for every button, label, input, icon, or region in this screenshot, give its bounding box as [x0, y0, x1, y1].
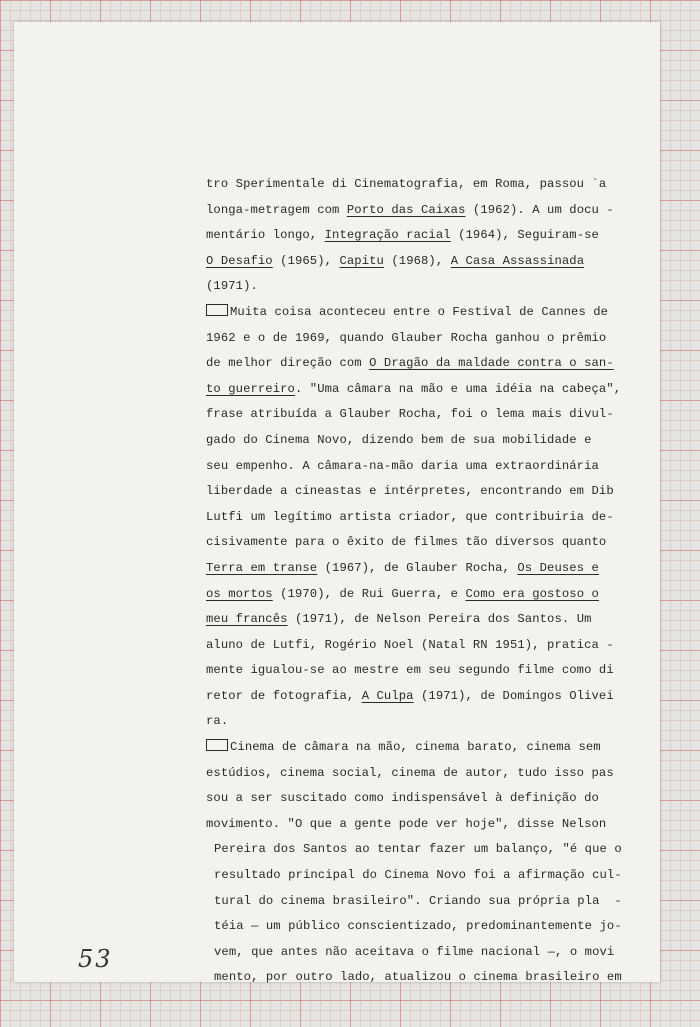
text-segment: gado do Cinema Novo, dizendo bem de sua mobilidade e [206, 432, 592, 447]
underlined-title: Porto das Caixas [346, 202, 466, 217]
text-segment: resultado principal do Cinema Novo foi a afirmação cul- [214, 868, 622, 883]
page-number: 53 [78, 945, 113, 973]
text-segment: . "Uma câmara na mão e uma idéia na cabeça", [294, 381, 622, 396]
text-segment: mento, por outro lado, atualizou o cinema brasileiro em [214, 970, 622, 985]
text-segment: tro Sperimentale di Cinematografia, em Roma, passou `a [206, 177, 607, 191]
text-segment: estúdios, cinema social, cinema de autor, tudo isso pas [206, 765, 614, 780]
text-line [206, 530, 666, 556]
paper-sheet [14, 22, 660, 985]
text-line [206, 965, 666, 991]
paragraph-mark-icon [206, 304, 228, 316]
text-line [206, 249, 666, 275]
text-segment: retor de fotografia, [206, 688, 362, 703]
text-segment: Cinema de câmara na mão, cinema barato, cinema sem [230, 740, 601, 755]
text-segment: cisivamente para o êxito de filmes tão diversos quanto [206, 535, 607, 550]
text-segment: longa-metragem com [206, 202, 347, 217]
text-segment: mente igualou-se ao mestre em seu segundo filme como di [206, 663, 614, 678]
text-line [206, 837, 666, 863]
text-line [206, 402, 666, 428]
text-segment: liberdade a cineastas e intérpretes, encontrando em Dib [206, 484, 614, 499]
text-line [206, 761, 666, 787]
underlined-title: Integração racial [324, 228, 451, 243]
text-line [206, 735, 666, 761]
text-line [206, 479, 666, 505]
text-segment: vem, que antes não aceitava o filme nacional —, o movi [214, 944, 615, 959]
text-line [206, 658, 666, 684]
text-line [206, 786, 666, 812]
text-segment: téia — um público conscientizado, predominantemente jo- [214, 919, 622, 934]
text-segment: tural do cinema brasileiro". Criando sua própria pla - [214, 893, 622, 908]
text-segment: 1962 e o de 1969, quando Glauber Rocha ganhou o prêmio [206, 330, 607, 345]
text-line [206, 633, 666, 659]
text-line [206, 505, 666, 531]
underlined-title: O Dragão da maldade contra o san- [369, 356, 614, 371]
underlined-title: Capitu [339, 253, 384, 268]
underlined-title: A Culpa [361, 688, 414, 703]
text-line [206, 582, 666, 608]
text-segment: de melhor direção com [206, 356, 370, 371]
text-line [206, 172, 666, 198]
underlined-title: O Desafio [206, 253, 273, 268]
underlined-title: Como era gostoso o [465, 586, 599, 601]
text-line [206, 709, 666, 735]
text-line [206, 326, 666, 352]
text-segment: Muita coisa aconteceu entre o Festival de Cannes de [230, 304, 609, 319]
text-segment: aluno de Lutfi, Rogério Noel (Natal RN 1951), pratica - [206, 637, 614, 652]
typewritten-text [206, 172, 666, 991]
text-segment: seu empenho. A câmara-na-mão daria uma extraordinária [206, 458, 599, 473]
text-line [206, 914, 666, 940]
text-line [206, 812, 666, 838]
text-line [206, 940, 666, 966]
text-segment: (1965), [272, 253, 340, 268]
text-segment: sou a ser suscitado como indispensável à definição do [206, 791, 599, 806]
text-line [206, 607, 666, 633]
text-segment: movimento. "O que a gente pode ver hoje", disse Nelson [206, 816, 607, 831]
text-line [206, 198, 666, 224]
text-segment: (1968), [383, 253, 451, 268]
text-segment: Pereira dos Santos ao tentar fazer um balanço, "é que o [214, 842, 622, 857]
text-segment: (1971). [206, 279, 258, 294]
underlined-title: os mortos [206, 586, 273, 601]
text-line [206, 863, 666, 889]
text-line [206, 428, 666, 454]
text-segment: Lutfi um legítimo artista criador, que contribuiria de- [206, 509, 614, 524]
text-line [206, 454, 666, 480]
underlined-title: A Casa Assassinada [450, 253, 585, 268]
paragraph-mark-icon [206, 739, 228, 751]
text-segment: (1971), de Domingos Olivei [413, 688, 614, 703]
text-line [206, 556, 666, 582]
underlined-title: Terra em transe [206, 560, 318, 575]
text-segment: (1970), de Rui Guerra, e [272, 586, 466, 601]
text-segment: (1964), Seguiram-se [450, 228, 599, 243]
text-segment: mentário longo, [206, 228, 325, 243]
underlined-title: Os Deuses e [517, 560, 599, 575]
text-segment: (1962). A um docu - [465, 202, 614, 217]
text-line [206, 351, 666, 377]
underlined-title: meu francês [206, 612, 288, 627]
text-line [206, 377, 666, 403]
text-segment: ra. [206, 714, 229, 729]
text-segment: (1967), de Glauber Rocha, [317, 560, 518, 575]
underlined-title: to guerreiro [206, 381, 295, 396]
text-line [206, 684, 666, 710]
text-line [206, 300, 666, 326]
text-segment: frase atribuída a Glauber Rocha, foi o lema mais divul- [206, 407, 614, 422]
text-line [206, 223, 666, 249]
text-line [206, 274, 666, 300]
text-segment: (1971), de Nelson Pereira dos Santos. Um [287, 612, 592, 627]
text-line [206, 889, 666, 915]
